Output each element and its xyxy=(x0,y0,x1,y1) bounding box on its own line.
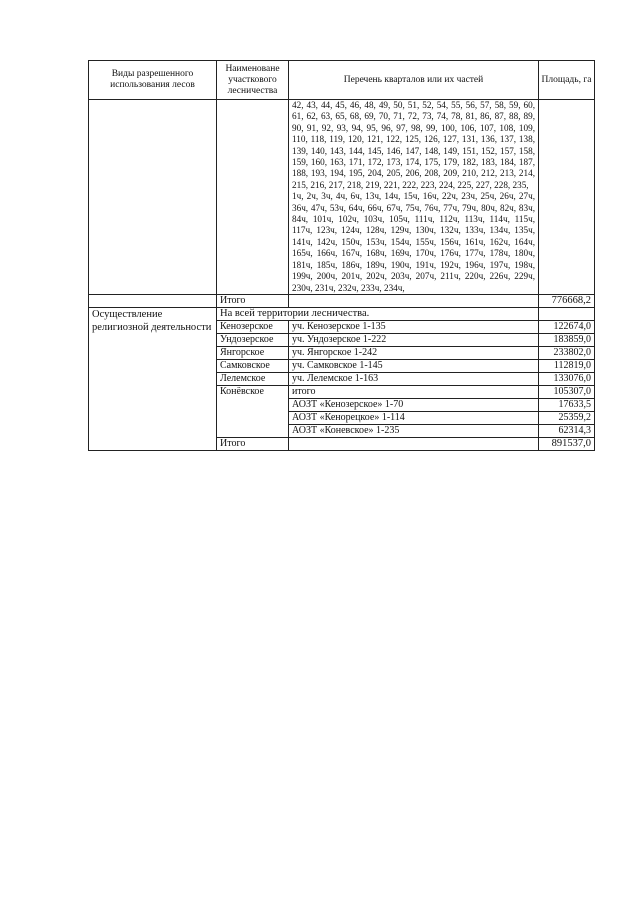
header-quarters: Перечень кварталов или их частей xyxy=(289,61,539,100)
forestry-name: Самковское xyxy=(217,359,289,372)
continuation-forestry xyxy=(217,100,289,295)
religious-row xyxy=(89,307,595,320)
area-value: 122674,0 xyxy=(539,320,595,333)
quarters-range: АОЗТ «Кенозерское» 1-70 xyxy=(289,398,539,411)
forestry-name: Янгорское xyxy=(217,346,289,359)
header-area: Площадь, га xyxy=(539,61,595,100)
area-value: 233802,0 xyxy=(539,346,595,359)
quarters-parts-list: 1ч, 2ч, 3ч, 4ч, 6ч, 13ч, 14ч, 15ч, 16ч, 22ч, 23ч, 25ч, 26ч, 27ч, 36ч, 47ч, 53ч, 64ч, 66ч, 67ч, 75ч, 76ч, 77ч, 79ч, 80ч, 82ч, 83ч, 84ч, 101ч, 102ч, 103ч, 105ч, 111ч, 112ч, 113ч, 114ч, 115ч, 117ч, 123ч, 124ч, 128ч, 129ч, 130ч, 132ч, 133ч, 134ч, 135ч, 141ч, 142ч, 150ч, 153ч, 154ч, 155ч, 156ч, 161ч, 162ч, 164ч, 165ч, 166ч, 167ч, 168ч, 169ч, 170ч, 176ч, 177ч, 178ч, 180ч, 181ч, 185ч, 186ч, 189ч, 190ч, 191ч, 192ч, 196ч, 197ч, 198ч, 199ч, 200ч, 201ч, 202ч, 203ч, 207ч, 211ч, 220ч, 226ч, 229ч, 230ч, 231ч, 232ч, 233ч, 234ч, xyxy=(292,191,535,293)
continuation-total-value: 776668,2 xyxy=(539,294,595,307)
continuation-area xyxy=(539,100,595,295)
continuation-total-label: Итого xyxy=(217,294,289,307)
religious-all-territory-area xyxy=(539,307,595,320)
continuation-total-empty xyxy=(89,294,217,307)
forestry-name: Кенозерское xyxy=(217,320,289,333)
konevskoe-subtotal-label: итого xyxy=(289,385,539,398)
religious-total-label: Итого xyxy=(217,437,289,450)
area-value: 133076,0 xyxy=(539,372,595,385)
quarters-range: уч. Самковское 1-145 xyxy=(289,359,539,372)
forestry-name: Ундозерское xyxy=(217,333,289,346)
quarters-range: АОЗТ «Коневское» 1-235 xyxy=(289,424,539,437)
area-value: 112819,0 xyxy=(539,359,595,372)
continuation-quarters xyxy=(289,100,539,295)
quarters-list: 42, 43, 44, 45, 46, 48, 49, 50, 51, 52, 54, 55, 56, 57, 58, 59, 60, 61, 62, 63, 65, 68, 69, 70, 71, 72, 73, 74, 78, 81, 86, 87, 88, 89, 90, 91, 92, 93, 94, 95, 96, 97, 98, 99, 100, 106, 107, 108, 109, 110, 118, 119, 120, 121, 122, 125, 126, 127, 131, 136, 137, 138, 139, 140, 143, 144, 145, 146, 147, 148, 149, 151, 152, 157, 158, 159, 160, 163, 171, 172, 173, 174, 175, 179, 182, 183, 184, 187, 188, 193, 194, 195, 204, 205, 206, 208, 209, 210, 212, 213, 214, 215, 216, 217, 218, 219, 221, 222, 223, 224, 225, 227, 228, 235, xyxy=(292,100,535,190)
quarters-range: уч. Янгорское 1-242 xyxy=(289,346,539,359)
continuation-use-type xyxy=(89,100,217,295)
area-value: 17633,5 xyxy=(539,398,595,411)
area-value: 62314,3 xyxy=(539,424,595,437)
header-forestry: Наименоване участкового лесничества xyxy=(217,61,289,100)
quarters-range: уч. Лелемское 1-163 xyxy=(289,372,539,385)
header-row xyxy=(89,61,595,100)
religious-activity-label: Осуществление религиозной деятельности xyxy=(89,307,217,450)
area-value: 183859,0 xyxy=(539,333,595,346)
konevskoe-subtotal-value: 105307,0 xyxy=(539,385,595,398)
religious-total-blank xyxy=(289,437,539,450)
area-value: 25359,2 xyxy=(539,411,595,424)
header-use-type: Виды разрешенного использования лесов xyxy=(89,61,217,100)
religious-total-value: 891537,0 xyxy=(539,437,595,450)
continuation-total-blank xyxy=(289,294,539,307)
forest-use-table xyxy=(88,60,595,451)
quarters-range: уч. Ундозерское 1-222 xyxy=(289,333,539,346)
quarters-range: уч. Кенозерское 1-135 xyxy=(289,320,539,333)
konevskoe-forestry-name: Конёвское xyxy=(217,385,289,437)
forestry-name: Лелемское xyxy=(217,372,289,385)
religious-all-territory: На всей территории лесничества. xyxy=(217,307,539,320)
quarters-range: АОЗТ «Кенорецкое» 1-114 xyxy=(289,411,539,424)
continuation-row xyxy=(89,100,595,295)
continuation-total-row xyxy=(89,294,595,307)
